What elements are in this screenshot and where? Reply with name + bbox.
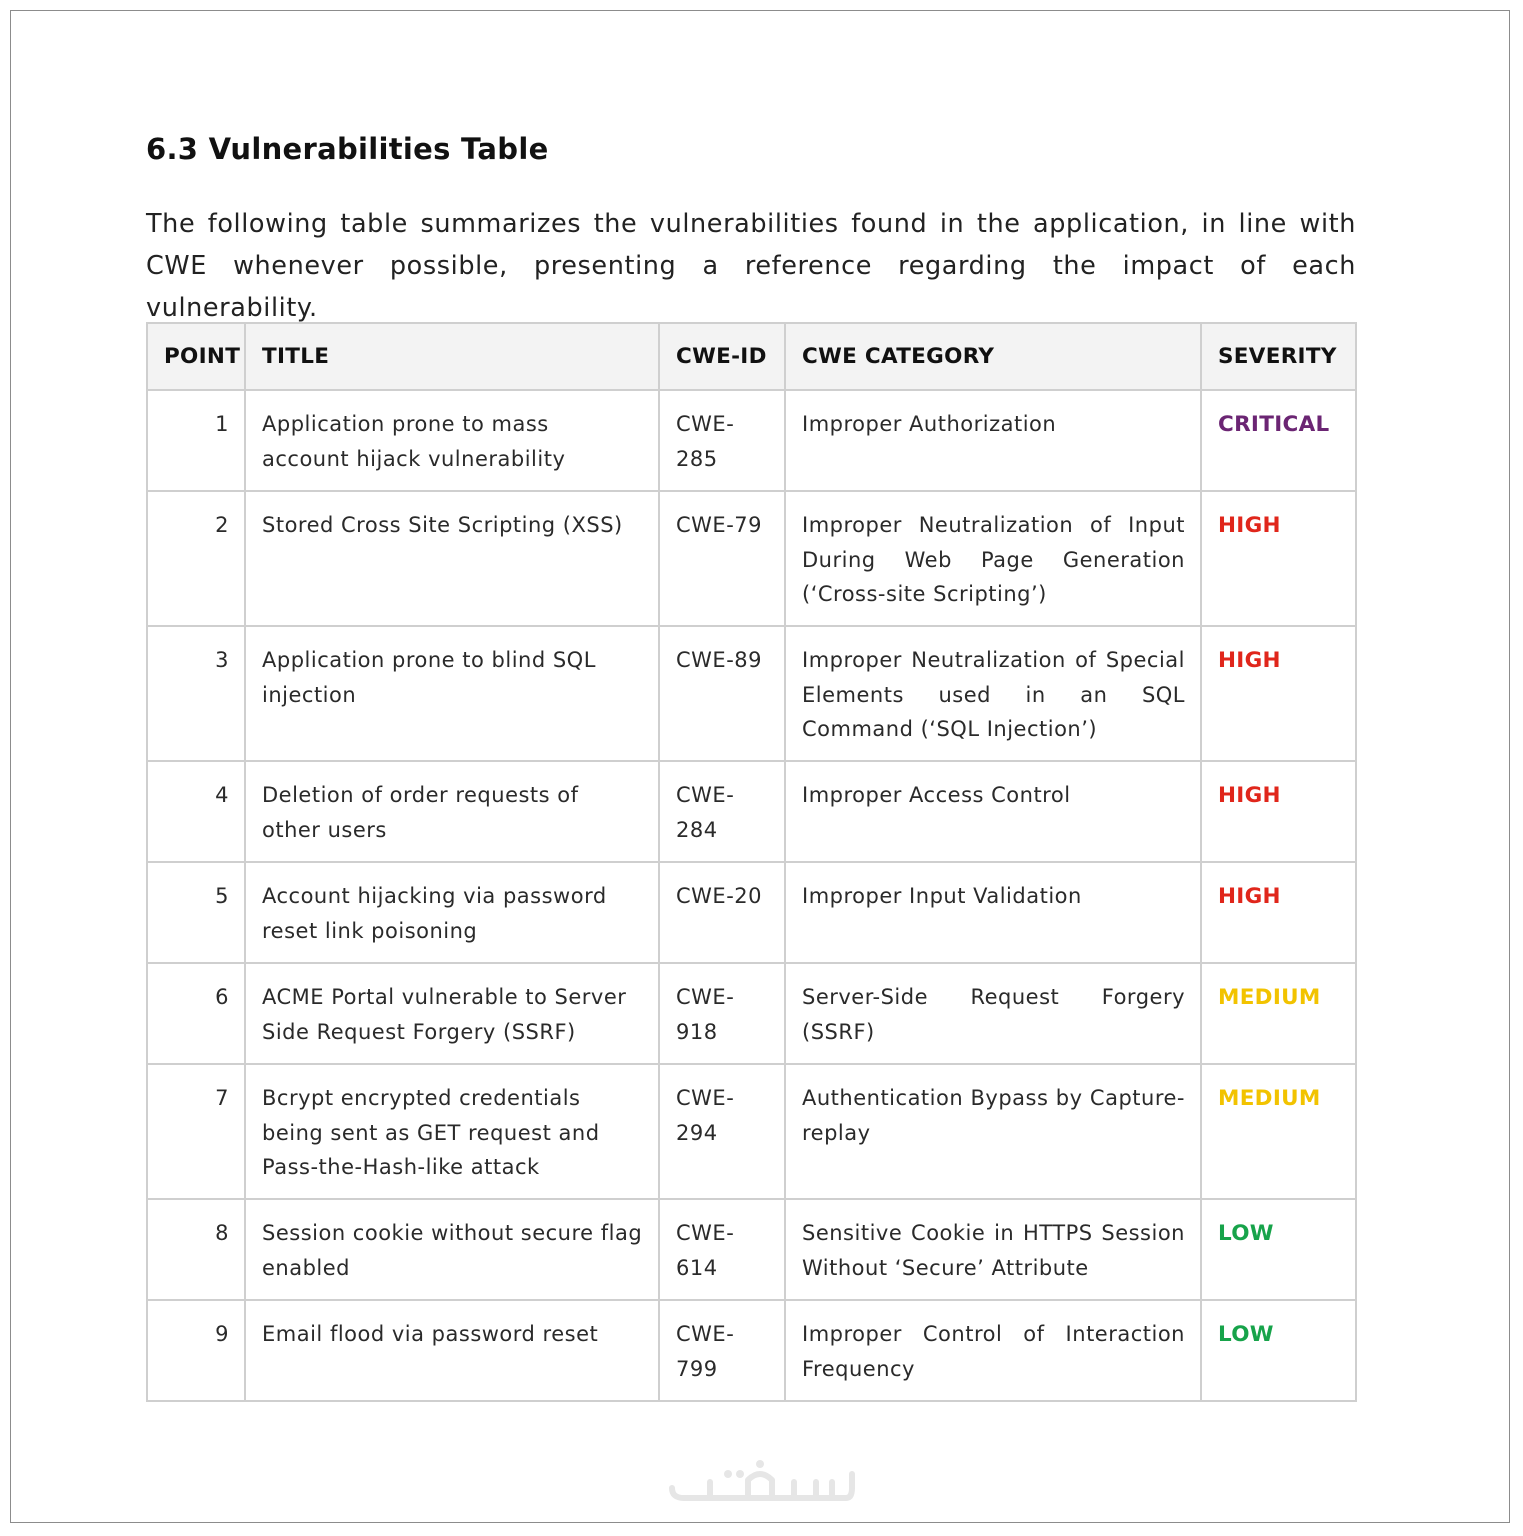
header-cwe-id: CWE-ID [659, 323, 785, 390]
row-severity-cell [1201, 390, 1356, 491]
khamsat-watermark-logo [664, 1458, 859, 1510]
severity-label: LOW [1218, 1322, 1274, 1347]
row-severity-cell [1201, 626, 1356, 761]
row-cwe-id: CWE-285 [659, 390, 785, 491]
header-severity: SEVERITY [1201, 323, 1356, 390]
row-cwe-category: Server-Side Request Forgery (SSRF) [785, 963, 1201, 1064]
severity-label: CRITICAL [1218, 412, 1330, 437]
vulnerabilities-table [146, 322, 1357, 1402]
row-cwe-category: Improper Authorization [785, 390, 1201, 491]
severity-label: HIGH [1218, 513, 1281, 538]
row-title: Email flood via password reset [245, 1300, 659, 1401]
section-intro: The following table summarizes the vulnerabilities found in the application, in line with CWE whenever possible, presenting a reference regarding the impact of each vulnerability. [146, 209, 1356, 323]
row-severity-cell [1201, 761, 1356, 862]
row-severity-cell [1201, 862, 1356, 963]
severity-label: MEDIUM [1218, 1086, 1321, 1111]
row-cwe-category: Improper Neutralization of Special Elements used in an SQL Command (‘SQL Injection’) [785, 626, 1201, 761]
row-severity-cell [1201, 1300, 1356, 1401]
row-title: Deletion of order requests of other users [245, 761, 659, 862]
row-point: 5 [147, 862, 245, 963]
table-row [147, 862, 1356, 963]
row-cwe-id: CWE-89 [659, 626, 785, 761]
row-cwe-id: CWE-79 [659, 491, 785, 626]
row-title: Application prone to blind SQL injection [245, 626, 659, 761]
row-cwe-category: Authentication Bypass by Capture-replay [785, 1064, 1201, 1199]
row-cwe-category: Improper Input Validation [785, 862, 1201, 963]
header-title: TITLE [245, 323, 659, 390]
table-row [147, 390, 1356, 491]
row-point: 8 [147, 1199, 245, 1300]
table-row [147, 963, 1356, 1064]
table-row [147, 626, 1356, 761]
row-point: 4 [147, 761, 245, 862]
row-point: 2 [147, 491, 245, 626]
row-cwe-id: CWE-799 [659, 1300, 785, 1401]
severity-label: HIGH [1218, 783, 1281, 808]
row-cwe-category: Improper Access Control [785, 761, 1201, 862]
row-title: Application prone to mass account hijack vulnerability [245, 390, 659, 491]
severity-label: HIGH [1218, 648, 1281, 673]
row-cwe-id: CWE-20 [659, 862, 785, 963]
table-row [147, 1064, 1356, 1199]
row-severity-cell [1201, 963, 1356, 1064]
row-point: 9 [147, 1300, 245, 1401]
row-severity-cell [1201, 491, 1356, 626]
row-title: Account hijacking via password reset link poisoning [245, 862, 659, 963]
row-cwe-category: Sensitive Cookie in HTTPS Session Without ‘Secure’ Attribute [785, 1199, 1201, 1300]
header-point: POINT [147, 323, 245, 390]
header-cwe-category: CWE CATEGORY [785, 323, 1201, 390]
row-cwe-category: Improper Neutralization of Input During Web Page Generation (‘Cross-site Scripting’) [785, 491, 1201, 626]
table-row [147, 761, 1356, 862]
row-severity-cell [1201, 1064, 1356, 1199]
severity-label: HIGH [1218, 884, 1281, 909]
row-cwe-id: CWE-284 [659, 761, 785, 862]
row-cwe-id: CWE-918 [659, 963, 785, 1064]
table-row [147, 1300, 1356, 1401]
table-header-row [147, 323, 1356, 390]
row-severity-cell [1201, 1199, 1356, 1300]
row-title: Session cookie without secure flag enabled [245, 1199, 659, 1300]
section-heading: 6.3 Vulnerabilities Table [146, 132, 549, 166]
row-point: 3 [147, 626, 245, 761]
row-cwe-id: CWE-294 [659, 1064, 785, 1199]
table-row [147, 1199, 1356, 1300]
severity-label: LOW [1218, 1221, 1274, 1246]
row-title: Stored Cross Site Scripting (XSS) [245, 491, 659, 626]
row-title: Bcrypt encrypted credentials being sent as GET request and Pass-the-Hash-like attack [245, 1064, 659, 1199]
row-title: ACME Portal vulnerable to Server Side Request Forgery (SSRF) [245, 963, 659, 1064]
row-point: 7 [147, 1064, 245, 1199]
table-row [147, 491, 1356, 626]
row-point: 6 [147, 963, 245, 1064]
row-cwe-category: Improper Control of Interaction Frequency [785, 1300, 1201, 1401]
row-point: 1 [147, 390, 245, 491]
severity-label: MEDIUM [1218, 985, 1321, 1010]
row-cwe-id: CWE-614 [659, 1199, 785, 1300]
